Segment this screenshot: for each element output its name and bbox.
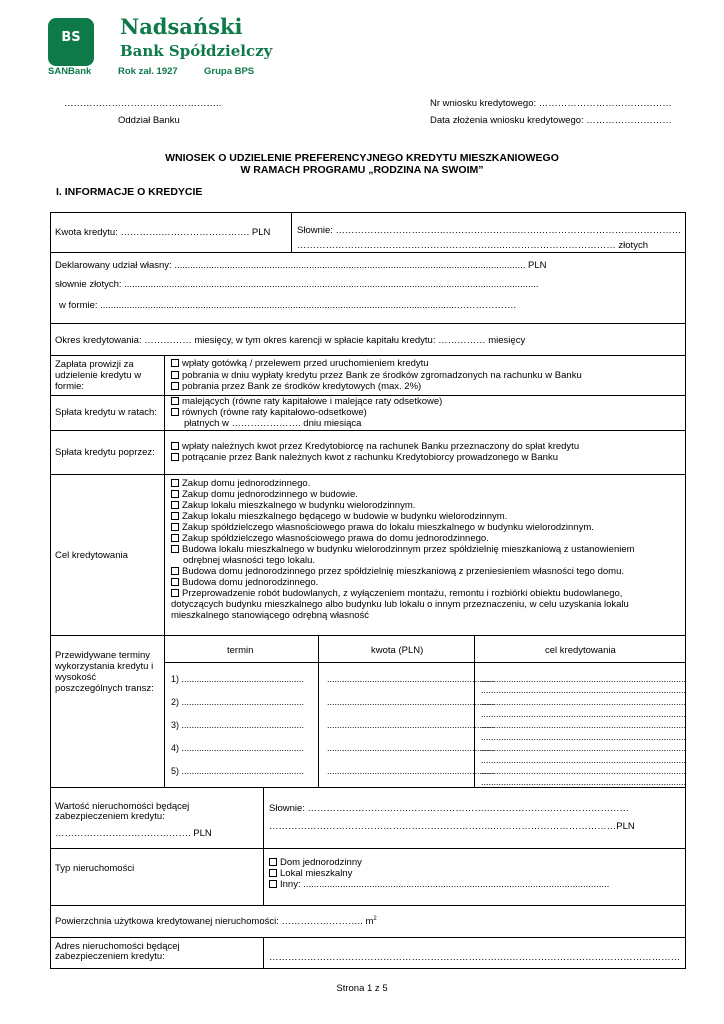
purpose-option[interactable]: Zakup lokalu mieszkalnego będącego w budowie w budynku wielorodzinnym. bbox=[171, 511, 507, 522]
property-address-label-line2: zabezpieczeniem kredytu: bbox=[55, 951, 165, 962]
credit-period-field[interactable]: Okres kredytowania: …………… miesięcy, w tym okres karencji w spłacie kapitału kredytu: …………… miesięcy bbox=[55, 335, 526, 346]
checkbox[interactable] bbox=[171, 490, 179, 498]
repayment-day-field[interactable]: płatnych w …………………. dniu miesiąca bbox=[184, 418, 362, 429]
own-contribution-form[interactable]: w formie: .......................................................................................................................................………………. bbox=[59, 300, 517, 311]
checkbox[interactable] bbox=[171, 589, 179, 597]
checkbox[interactable] bbox=[171, 408, 179, 416]
tranche-purpose-line[interactable]: .................................................................................. bbox=[481, 743, 687, 753]
checkbox[interactable] bbox=[171, 567, 179, 575]
tranche-amount-2[interactable]: ................................................................... bbox=[327, 697, 495, 707]
tranches-header-amount: kwota (PLN) bbox=[371, 645, 424, 656]
purpose-option[interactable]: Budowa domu jednorodzinnego. bbox=[171, 577, 318, 588]
property-address-field[interactable]: ………………………………………………………………….……………………………………………… bbox=[269, 952, 681, 963]
tranche-purpose-line[interactable]: .................................................................................. bbox=[481, 709, 687, 719]
branch-field[interactable]: ………………………………………….. bbox=[64, 98, 222, 109]
checkbox[interactable] bbox=[269, 858, 277, 866]
bank-logo-initials: BS bbox=[61, 30, 81, 45]
property-value-words-line1[interactable]: Słownie: …………………………..…………………….……………………………………… bbox=[269, 803, 629, 814]
purpose-option[interactable]: Budowa domu jednorodzinnego przez spółdzielnię mieszkaniową z przeniesieniem własności tego domu. bbox=[171, 566, 624, 577]
tranche-term-2[interactable]: 2) ................................................. bbox=[171, 697, 305, 707]
checkbox[interactable] bbox=[171, 397, 179, 405]
form-title-line1: WNIOSEK O UDZIELENIE PREFERENCYJNEGO KREDYTU MIESZKANIOWEGO bbox=[165, 152, 559, 164]
checkbox[interactable] bbox=[171, 453, 179, 461]
tranche-term-4[interactable]: 4) ................................................. bbox=[171, 743, 305, 753]
tranche-amount-3[interactable]: ................................................................... bbox=[327, 720, 495, 730]
tranches-header-purpose: cel kredytowania bbox=[545, 645, 616, 656]
purpose-option[interactable]: Zakup lokalu mieszkalnego w budynku wielorodzinnym. bbox=[171, 500, 415, 511]
property-type-option[interactable]: Inny: .................................................................................................................... bbox=[269, 879, 609, 890]
repay-via-label: Spłata kredytu poprzez: bbox=[55, 447, 155, 458]
bank-brand: SANBank bbox=[48, 66, 92, 77]
tranches-header-term: termin bbox=[227, 645, 254, 656]
floor-area-field[interactable]: Powierzchnia użytkowa kredytowanej nieruchomości: …………………….. $m^2$ bbox=[55, 916, 377, 928]
tranche-purpose-line[interactable]: .................................................................................. bbox=[481, 674, 687, 684]
tranche-purpose-line[interactable]: .................................................................................. bbox=[481, 777, 687, 787]
purpose-option-cont: mieszkalnego stanowiącego odrębną własność bbox=[171, 610, 370, 621]
bank-founded: Rok zał. 1927 bbox=[118, 66, 178, 77]
checkbox[interactable] bbox=[171, 512, 179, 520]
property-value-label-line2: zabezpieczeniem kredytu: bbox=[55, 811, 165, 822]
purpose-option-cont: odrębnej własności tego lokalu. bbox=[183, 555, 316, 566]
tranche-amount-1[interactable]: ................................................................... bbox=[327, 674, 495, 684]
checkbox[interactable] bbox=[171, 442, 179, 450]
commission-option[interactable]: pobrania przez Bank ze środków kredytowych (max. 2%) bbox=[171, 381, 421, 392]
purpose-option[interactable]: Zakup spółdzielczego własnościowego prawa do domu jednorodzinnego. bbox=[171, 533, 489, 544]
tranches-label-line4: poszczególnych transz: bbox=[55, 683, 154, 694]
tranche-purpose-line[interactable]: .................................................................................. bbox=[481, 766, 687, 776]
repay-via-option[interactable]: wpłaty należnych kwot przez Kredytobiorcę na rachunek Banku przeznaczony do spłat kredytu bbox=[171, 441, 579, 452]
purpose-option[interactable]: Budowa lokalu mieszkalnego w budynku wielorodzinnym przez spółdzielnię mieszkaniową z ustanowieniem bbox=[171, 544, 635, 555]
application-number-field[interactable]: Nr wniosku kredytowego: …………………………………… bbox=[430, 98, 672, 109]
tranche-purpose-line[interactable]: .................................................................................. bbox=[481, 685, 687, 695]
loan-amount-words-line2[interactable]: ………………………………………………………..……………………………… złotych bbox=[297, 240, 648, 251]
commission-label-line1: Zapłata prowizji za bbox=[55, 359, 134, 370]
own-contribution-field[interactable]: Deklarowany udział własny: ..................................................................................................................................... PLN bbox=[55, 260, 547, 271]
property-value-label-line1: Wartość nieruchomości będącej bbox=[55, 801, 190, 812]
checkbox[interactable] bbox=[171, 501, 179, 509]
tranches-label-line3: wysokość bbox=[55, 672, 97, 683]
tranche-purpose-line[interactable]: .................................................................................. bbox=[481, 755, 687, 765]
bank-name-line2: Bank Spółdzielczy bbox=[120, 42, 273, 60]
bank-group: Grupa BPS bbox=[204, 66, 255, 77]
property-value-words-line2[interactable]: ……………………………………………………………..…………………………………PLN bbox=[269, 821, 635, 832]
checkbox[interactable] bbox=[269, 880, 277, 888]
purpose-option[interactable]: Przeprowadzenie robót budowlanych, z wyłączeniem montażu, remontu i rozbiórki obiektu budowlanego, bbox=[171, 588, 622, 599]
tranche-term-5[interactable]: 5) ................................................. bbox=[171, 766, 305, 776]
form-title-line2: W RAMACH PROGRAMU „RODZINA NA SWOIM” bbox=[240, 164, 484, 176]
tranches-label-line1: Przewidywane terminy bbox=[55, 650, 151, 661]
property-address-label-line1: Adres nieruchomości będącej bbox=[55, 941, 180, 952]
checkbox[interactable] bbox=[171, 371, 179, 379]
repayment-label: Spłata kredytu w ratach: bbox=[55, 407, 157, 418]
tranche-amount-5[interactable]: ................................................................... bbox=[327, 766, 495, 776]
tranche-term-3[interactable]: 3) ................................................. bbox=[171, 720, 305, 730]
section-heading: I. INFORMACJE O KREDYCIE bbox=[56, 186, 203, 198]
checkbox[interactable] bbox=[171, 534, 179, 542]
purpose-option[interactable]: Zakup domu jednorodzinnego w budowie. bbox=[171, 489, 358, 500]
tranches-label-line2: wykorzystania kredytu i bbox=[55, 661, 154, 672]
credit-info-table bbox=[50, 212, 686, 969]
bank-logo-emblem bbox=[48, 18, 94, 66]
checkbox[interactable] bbox=[171, 545, 179, 553]
tranche-amount-4[interactable]: ................................................................... bbox=[327, 743, 495, 753]
tranche-term-1[interactable]: 1) ................................................. bbox=[171, 674, 305, 684]
tranche-purpose-line[interactable]: .................................................................................. bbox=[481, 720, 687, 730]
page-number: Strona 1 z 5 bbox=[336, 983, 388, 994]
property-type-label: Typ nieruchomości bbox=[55, 863, 135, 874]
repay-via-option[interactable]: potrącanie przez Bank należnych kwot z rachunku Kredytobiorcy prowadzonego w Banku bbox=[171, 452, 558, 463]
purpose-option-cont: dotyczących budynku mieszkalnego albo budynku lub lokalu o innym przeznaczeniu, w celu uzyskania lokalu bbox=[171, 599, 629, 610]
checkbox[interactable] bbox=[171, 578, 179, 586]
checkbox[interactable] bbox=[171, 382, 179, 390]
purpose-option[interactable]: Zakup domu jednorodzinnego. bbox=[171, 478, 310, 489]
repayment-option[interactable]: malejących (równe raty kapitałowe i malejące raty odsetkowe) bbox=[171, 396, 442, 407]
bank-name-line1: Nadsański bbox=[120, 14, 243, 39]
commission-label-line3: formie: bbox=[55, 381, 85, 392]
property-value-field[interactable]: ……………………………………. PLN bbox=[55, 828, 212, 839]
commission-label-line2: udzielenie kredytu w bbox=[55, 370, 142, 381]
tranche-purpose-line[interactable]: .................................................................................. bbox=[481, 732, 687, 742]
loan-amount-field[interactable]: Kwota kredytu: ………….………………………. PLN bbox=[55, 227, 271, 238]
commission-option[interactable]: pobrania w dniu wypłaty kredytu przez Bank ze środków zgromadzonych na rachunku w Banku bbox=[171, 370, 582, 381]
property-type-option[interactable]: Lokal mieszkalny bbox=[269, 868, 352, 879]
loan-amount-words-line1[interactable]: Słownie: ……………………………..…………………..…….……………………………………… bbox=[297, 225, 682, 236]
checkbox[interactable] bbox=[171, 359, 179, 367]
checkbox[interactable] bbox=[269, 869, 277, 877]
purpose-label: Cel kredytowania bbox=[55, 550, 128, 561]
property-type-option[interactable]: Dom jednorodzinny bbox=[269, 857, 362, 868]
purpose-option[interactable]: Zakup spółdzielczego własnościowego prawa do lokalu mieszkalnego w budynku wielorodzinnym. bbox=[171, 522, 594, 533]
checkbox[interactable] bbox=[171, 523, 179, 531]
own-contribution-words[interactable]: słownie złotych: ............................................................................................................................................................. bbox=[55, 279, 539, 290]
branch-label: Oddział Banku bbox=[118, 115, 180, 126]
repayment-option[interactable]: równych (równe raty kapitałowo-odsetkowe) bbox=[171, 407, 367, 418]
tranche-purpose-line[interactable]: .................................................................................. bbox=[481, 697, 687, 707]
commission-option[interactable]: wpłaty gotówką / przelewem przed uruchomieniem kredytu bbox=[171, 358, 429, 369]
application-date-field[interactable]: Data złożenia wniosku kredytowego: ……………………… bbox=[430, 115, 672, 126]
checkbox[interactable] bbox=[171, 479, 179, 487]
